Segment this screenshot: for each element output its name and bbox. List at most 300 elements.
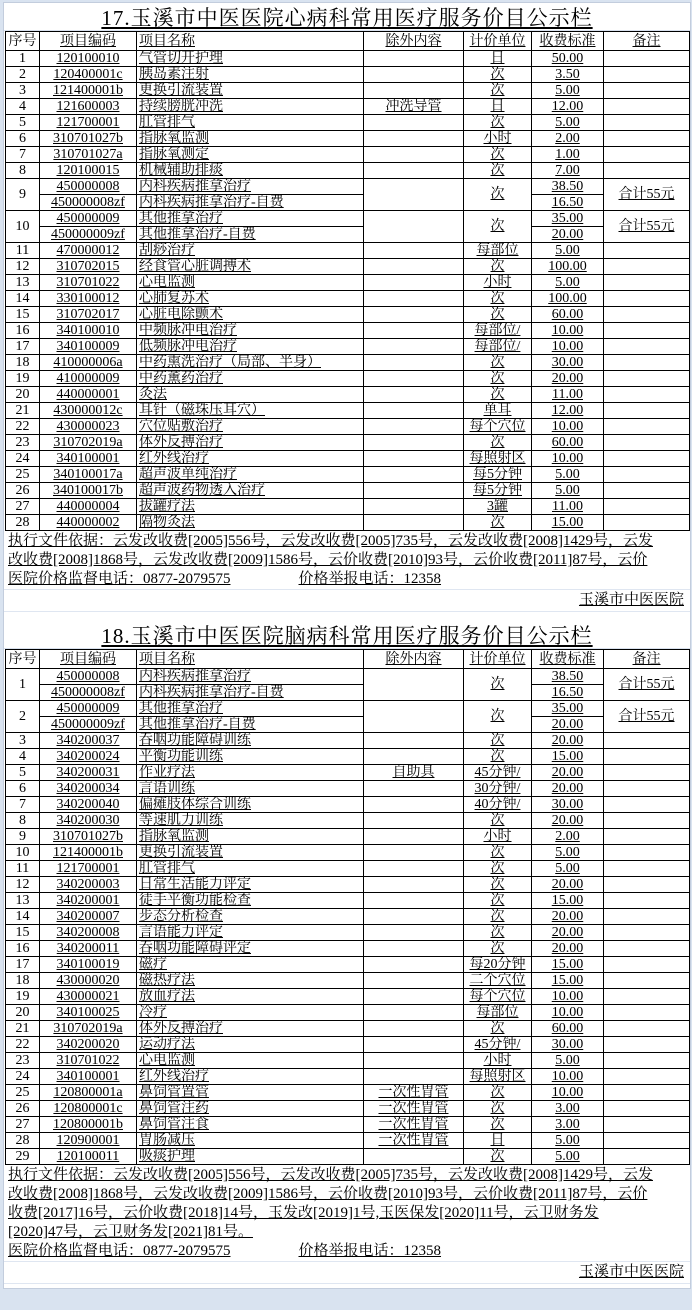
unit: 每部位/ xyxy=(464,323,532,339)
item-code: 430000012c xyxy=(40,403,137,419)
item-name: 超声波药物透入治疗 xyxy=(137,483,364,499)
item-name: 穴位贴敷治疗 xyxy=(137,419,364,435)
unit: 次 xyxy=(464,877,532,893)
item-name: 体外反搏治疗 xyxy=(137,435,364,451)
note xyxy=(604,861,690,877)
price: 5.00 xyxy=(532,243,604,259)
item-code: 120800001a xyxy=(40,1085,137,1101)
col-header-seq: 序号 xyxy=(6,650,40,669)
unit: 30分钟/ xyxy=(464,781,532,797)
table-row xyxy=(6,243,690,259)
price: 12.00 xyxy=(532,99,604,115)
table-row xyxy=(6,403,690,419)
price: 60.00 xyxy=(532,307,604,323)
table-row xyxy=(6,499,690,515)
unit: 次 xyxy=(464,435,532,451)
note xyxy=(604,115,690,131)
note xyxy=(604,419,690,435)
unit: 次 xyxy=(464,861,532,877)
item-name: 心电监测 xyxy=(137,1053,364,1069)
unit: 小时 xyxy=(464,275,532,291)
item-name: 偏瘫肢体综合训练 xyxy=(137,797,364,813)
note xyxy=(604,829,690,845)
price: 11.00 xyxy=(532,499,604,515)
row-number: 17 xyxy=(6,957,40,973)
item-name: 磁疗 xyxy=(137,957,364,973)
table-row xyxy=(6,1085,690,1101)
item-name: 灸法 xyxy=(137,387,364,403)
table-row xyxy=(6,51,690,67)
item-name: 吞咽功能障碍训练 xyxy=(137,733,364,749)
item-code: 310702019a xyxy=(40,435,137,451)
table-row xyxy=(6,1053,690,1069)
item-name: 更换引流装置 xyxy=(137,83,364,99)
row-number: 20 xyxy=(6,387,40,403)
item-name: 肛管排气 xyxy=(137,861,364,877)
exclusion: 冲洗导管 xyxy=(364,99,464,115)
exclusion xyxy=(364,515,464,531)
exclusion xyxy=(364,403,464,419)
unit: 日 xyxy=(464,99,532,115)
unit: 每照射区 xyxy=(464,1069,532,1085)
price: 3.00 xyxy=(532,1117,604,1133)
price: 20.00 xyxy=(532,781,604,797)
unit: 次 xyxy=(464,893,532,909)
price: 11.00 xyxy=(532,387,604,403)
unit: 次 xyxy=(464,179,532,211)
item-name: 机械辅助排痰 xyxy=(137,163,364,179)
note xyxy=(604,813,690,829)
table-title-row xyxy=(4,621,690,649)
row-number: 12 xyxy=(6,877,40,893)
unit: 次 xyxy=(464,387,532,403)
unit: 次 xyxy=(464,371,532,387)
note xyxy=(604,307,690,323)
row-number: 14 xyxy=(6,909,40,925)
exclusion xyxy=(364,829,464,845)
unit: 3罐 xyxy=(464,499,532,515)
row-number: 21 xyxy=(6,403,40,419)
unit: 次 xyxy=(464,701,532,733)
table-row xyxy=(6,797,690,813)
item-name: 徒手平衡功能检查 xyxy=(137,893,364,909)
table-18 xyxy=(4,621,690,1284)
item-name: 低频脉冲电治疗 xyxy=(137,339,364,355)
row-number: 8 xyxy=(6,813,40,829)
table-row xyxy=(6,195,690,211)
row-number: 4 xyxy=(6,99,40,115)
note xyxy=(604,749,690,765)
note xyxy=(604,1133,690,1149)
price: 20.00 xyxy=(532,941,604,957)
item-code: 121700001 xyxy=(40,861,137,877)
note xyxy=(604,877,690,893)
price: 20.00 xyxy=(532,877,604,893)
row-number: 1 xyxy=(6,669,40,701)
item-code: 340200007 xyxy=(40,909,137,925)
row-number: 22 xyxy=(6,419,40,435)
col-header-price: 收费标准 xyxy=(532,32,604,51)
price: 35.00 xyxy=(532,701,604,717)
item-code: 310701027b xyxy=(40,131,137,147)
item-name: 作业疗法 xyxy=(137,765,364,781)
unit: 二个穴位 xyxy=(464,973,532,989)
note xyxy=(604,1037,690,1053)
item-code: 310702019a xyxy=(40,1021,137,1037)
table-row xyxy=(6,467,690,483)
note xyxy=(604,1101,690,1117)
table-row xyxy=(6,1101,690,1117)
exclusion xyxy=(364,259,464,275)
item-name: 言语训练 xyxy=(137,781,364,797)
col-header-name: 项目名称 xyxy=(137,650,364,669)
table-row xyxy=(6,1149,690,1165)
price: 20.00 xyxy=(532,765,604,781)
unit: 次 xyxy=(464,211,532,243)
item-name: 其他推拿治疗 xyxy=(137,211,364,227)
table-row xyxy=(6,765,690,781)
table-row xyxy=(6,1069,690,1085)
item-code: 340200024 xyxy=(40,749,137,765)
item-code: 410000009 xyxy=(40,371,137,387)
table-row xyxy=(6,147,690,163)
item-name: 心肺复苏术 xyxy=(137,291,364,307)
item-code: 121600003 xyxy=(40,99,137,115)
exclusion xyxy=(364,67,464,83)
item-name: 其他推拿治疗-自费 xyxy=(137,717,364,733)
item-code: 430000021 xyxy=(40,989,137,1005)
item-name: 其他推拿治疗-自费 xyxy=(137,227,364,243)
unit: 45分钟/ xyxy=(464,765,532,781)
row-number: 18 xyxy=(6,973,40,989)
table-row xyxy=(6,339,690,355)
row-number: 27 xyxy=(6,1117,40,1133)
table-17 xyxy=(4,3,690,621)
row-number: 25 xyxy=(6,1085,40,1101)
row-number: 3 xyxy=(6,83,40,99)
table-row xyxy=(6,669,690,685)
item-name: 心脏电除颤术 xyxy=(137,307,364,323)
item-name: 等速肌力训练 xyxy=(137,813,364,829)
item-name: 磁热疗法 xyxy=(137,973,364,989)
item-code: 340200040 xyxy=(40,797,137,813)
note xyxy=(604,1117,690,1133)
row-number: 9 xyxy=(6,179,40,211)
item-code: 340100001 xyxy=(40,1069,137,1085)
unit: 次 xyxy=(464,147,532,163)
row-number: 26 xyxy=(6,483,40,499)
item-name: 隔物灸法 xyxy=(137,515,364,531)
table-row xyxy=(6,355,690,371)
price: 50.00 xyxy=(532,51,604,67)
exclusion: 一次性胃管 xyxy=(364,1085,464,1101)
exclusion xyxy=(364,435,464,451)
item-name: 胰岛素注射 xyxy=(137,67,364,83)
price: 60.00 xyxy=(532,1021,604,1037)
item-code: 120100011 xyxy=(40,1149,137,1165)
row-number: 3 xyxy=(6,733,40,749)
note xyxy=(604,797,690,813)
note xyxy=(604,51,690,67)
price: 10.00 xyxy=(532,989,604,1005)
item-code: 340200001 xyxy=(40,893,137,909)
item-name: 红外线治疗 xyxy=(137,1069,364,1085)
item-code: 410000006a xyxy=(40,355,137,371)
row-number: 17 xyxy=(6,339,40,355)
exclusion xyxy=(364,1005,464,1021)
item-code: 310701027a xyxy=(40,147,137,163)
price: 5.00 xyxy=(532,83,604,99)
col-header-exclusion: 除外内容 xyxy=(364,650,464,669)
item-code: 340100001 xyxy=(40,451,137,467)
item-code: 120100015 xyxy=(40,163,137,179)
exclusion xyxy=(364,291,464,307)
unit: 每个穴位 xyxy=(464,419,532,435)
unit: 次 xyxy=(464,83,532,99)
row-number: 15 xyxy=(6,307,40,323)
item-name: 内科疾病推拿治疗-自费 xyxy=(137,195,364,211)
unit: 次 xyxy=(464,67,532,83)
exclusion xyxy=(364,1069,464,1085)
note xyxy=(604,925,690,941)
price: 60.00 xyxy=(532,435,604,451)
item-code: 310701027b xyxy=(40,829,137,845)
price: 1.00 xyxy=(532,147,604,163)
row-number: 1 xyxy=(6,51,40,67)
unit: 小时 xyxy=(464,1053,532,1069)
exclusion xyxy=(364,973,464,989)
row-number: 14 xyxy=(6,291,40,307)
execution-basis-line: 改收费[2008]1868号，云发改收费[2009]1586号，云价收费[2010]93号，云价收费[2011]87号，云价 xyxy=(8,552,648,568)
table-row xyxy=(6,701,690,717)
item-code: 340100010 xyxy=(40,323,137,339)
table-row xyxy=(6,685,690,701)
phone-row xyxy=(4,1242,690,1262)
unit: 次 xyxy=(464,1021,532,1037)
row-number: 13 xyxy=(6,893,40,909)
exclusion xyxy=(364,163,464,179)
item-code: 340200008 xyxy=(40,925,137,941)
row-number: 16 xyxy=(6,941,40,957)
col-header-exclusion: 除外内容 xyxy=(364,32,464,51)
unit: 次 xyxy=(464,813,532,829)
table-row xyxy=(6,483,690,499)
price: 20.00 xyxy=(532,813,604,829)
item-code: 340100017b xyxy=(40,483,137,499)
price: 16.50 xyxy=(532,685,604,701)
table-row xyxy=(6,435,690,451)
unit: 每5分钟 xyxy=(464,467,532,483)
note xyxy=(604,243,690,259)
row-number: 10 xyxy=(6,845,40,861)
table-row xyxy=(6,1133,690,1149)
item-name: 言语能力评定 xyxy=(137,925,364,941)
item-code: 340200020 xyxy=(40,1037,137,1053)
row-number: 23 xyxy=(6,1053,40,1069)
note xyxy=(604,941,690,957)
unit: 次 xyxy=(464,291,532,307)
item-name: 指脉氧监测 xyxy=(137,131,364,147)
table-row xyxy=(6,291,690,307)
row-number: 7 xyxy=(6,797,40,813)
unit: 次 xyxy=(464,941,532,957)
table-row xyxy=(6,227,690,243)
execution-basis-line: [2020]47号，云卫财务发[2021]81号。 xyxy=(8,1224,253,1240)
unit: 次 xyxy=(464,1149,532,1165)
row-number: 11 xyxy=(6,861,40,877)
item-code: 310701022 xyxy=(40,275,137,291)
note: 合计55元 xyxy=(604,179,690,211)
price: 5.00 xyxy=(532,1053,604,1069)
unit: 次 xyxy=(464,355,532,371)
hospital-signature: 玉溪市中医医院 xyxy=(578,592,684,608)
table-row xyxy=(6,67,690,83)
item-name: 鼻饲管置管 xyxy=(137,1085,364,1101)
table-row xyxy=(6,941,690,957)
item-name: 气管切开护理 xyxy=(137,51,364,67)
item-code: 340100009 xyxy=(40,339,137,355)
note xyxy=(604,99,690,115)
price: 20.00 xyxy=(532,227,604,243)
table-row xyxy=(6,179,690,195)
note xyxy=(604,403,690,419)
table-row xyxy=(6,419,690,435)
table-title: 18.玉溪市中医医院脑病科常用医疗服务价目公示栏 xyxy=(101,623,593,648)
table-row xyxy=(6,259,690,275)
row-number: 25 xyxy=(6,467,40,483)
price: 15.00 xyxy=(532,893,604,909)
table-row xyxy=(6,717,690,733)
price: 10.00 xyxy=(532,1069,604,1085)
price: 15.00 xyxy=(532,957,604,973)
note xyxy=(604,765,690,781)
item-name: 超声波单纯治疗 xyxy=(137,467,364,483)
item-code: 450000009zf xyxy=(40,717,137,733)
table-row xyxy=(6,307,690,323)
note: 合计55元 xyxy=(604,211,690,243)
item-name: 肛管排气 xyxy=(137,115,364,131)
table-row xyxy=(6,925,690,941)
execution-basis-line: 收费[2017]16号，云价收费[2018]14号，玉发改[2019]1号,玉医保发[2020]11号，云卫财务发 xyxy=(8,1205,599,1221)
note xyxy=(604,893,690,909)
unit: 日 xyxy=(464,1133,532,1149)
item-code: 440000001 xyxy=(40,387,137,403)
unit: 次 xyxy=(464,163,532,179)
price: 30.00 xyxy=(532,797,604,813)
unit: 小时 xyxy=(464,131,532,147)
item-name: 运动疗法 xyxy=(137,1037,364,1053)
exclusion xyxy=(364,275,464,291)
item-code: 330100012 xyxy=(40,291,137,307)
price: 20.00 xyxy=(532,371,604,387)
note xyxy=(604,1069,690,1085)
note: 合计55元 xyxy=(604,669,690,701)
item-code: 340100025 xyxy=(40,1005,137,1021)
row-number: 5 xyxy=(6,765,40,781)
col-header-code: 项目编码 xyxy=(40,32,137,51)
note xyxy=(604,973,690,989)
table-row xyxy=(6,749,690,765)
exclusion xyxy=(364,243,464,259)
exclusion xyxy=(364,1149,464,1165)
note xyxy=(604,1005,690,1021)
price: 30.00 xyxy=(532,1037,604,1053)
table-title: 17.玉溪市中医医院心病科常用医疗服务价目公示栏 xyxy=(101,5,593,30)
note xyxy=(604,259,690,275)
price: 100.00 xyxy=(532,291,604,307)
unit: 小时 xyxy=(464,829,532,845)
item-name: 放血疗法 xyxy=(137,989,364,1005)
price-table xyxy=(5,649,690,1165)
phone-row xyxy=(4,570,690,590)
table-row xyxy=(6,813,690,829)
exclusion xyxy=(364,483,464,499)
exclusion xyxy=(364,957,464,973)
exclusion xyxy=(364,797,464,813)
exclusion xyxy=(364,83,464,99)
note xyxy=(604,1021,690,1037)
exclusion xyxy=(364,941,464,957)
unit: 次 xyxy=(464,515,532,531)
table-row xyxy=(6,781,690,797)
item-name: 指脉氧监测 xyxy=(137,829,364,845)
unit: 次 xyxy=(464,1101,532,1117)
unit: 每个穴位 xyxy=(464,989,532,1005)
note xyxy=(604,371,690,387)
price: 7.00 xyxy=(532,163,604,179)
execution-basis-line: 执行文件依据：云发改收费[2005]556号，云发改收费[2005]735号，云发改收费[2008]1429号，云发 xyxy=(8,533,653,549)
row-number: 7 xyxy=(6,147,40,163)
unit: 次 xyxy=(464,1085,532,1101)
table-row xyxy=(6,733,690,749)
row-number: 20 xyxy=(6,1005,40,1021)
row-number: 26 xyxy=(6,1101,40,1117)
unit: 单耳 xyxy=(464,403,532,419)
item-code: 450000009 xyxy=(40,211,137,227)
note xyxy=(604,909,690,925)
exclusion xyxy=(364,51,464,67)
exclusion xyxy=(364,1021,464,1037)
row-number: 8 xyxy=(6,163,40,179)
table-row xyxy=(6,131,690,147)
unit: 次 xyxy=(464,115,532,131)
unit: 次 xyxy=(464,845,532,861)
hospital-signature-row xyxy=(4,590,690,612)
table-row xyxy=(6,1021,690,1037)
item-name: 内科疾病推拿治疗 xyxy=(137,179,364,195)
item-code: 310702015 xyxy=(40,259,137,275)
note xyxy=(604,451,690,467)
row-number: 9 xyxy=(6,829,40,845)
item-name: 中频脉冲电治疗 xyxy=(137,323,364,339)
exclusion: 一次性胃管 xyxy=(364,1101,464,1117)
exclusion: 自助具 xyxy=(364,765,464,781)
item-name: 胃肠减压 xyxy=(137,1133,364,1149)
exclusion xyxy=(364,1053,464,1069)
note xyxy=(604,131,690,147)
exclusion xyxy=(364,355,464,371)
unit: 每部位 xyxy=(464,243,532,259)
row-number: 6 xyxy=(6,131,40,147)
exclusion xyxy=(364,147,464,163)
supervision-phone: 医院价格监督电话：0877-2079575 xyxy=(8,571,231,587)
exclusion xyxy=(364,893,464,909)
unit: 次 xyxy=(464,925,532,941)
item-name: 体外反搏治疗 xyxy=(137,1021,364,1037)
row-number: 24 xyxy=(6,1069,40,1085)
item-name: 冷疗 xyxy=(137,1005,364,1021)
exclusion xyxy=(364,323,464,339)
